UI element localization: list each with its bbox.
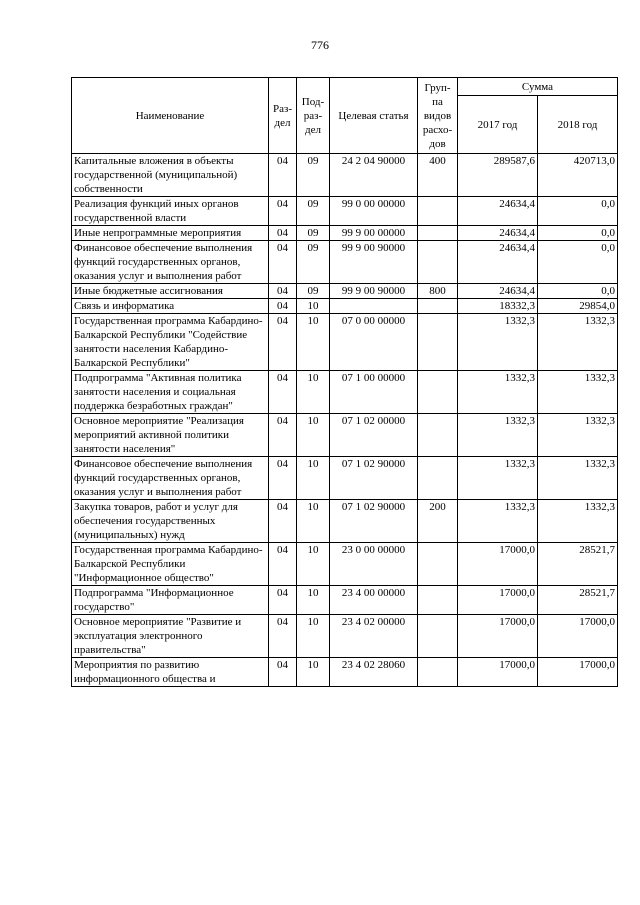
- cell-name: Иные бюджетные ассигнования: [72, 284, 269, 299]
- cell-sum-2018: 28521,7: [538, 543, 618, 586]
- header-gruppa: Груп-па видов расхо-дов: [418, 78, 458, 154]
- cell-podrazdel: 10: [297, 615, 330, 658]
- cell-name: Государственная программа Кабардино-Балкарской Республики "Содействие занятости населения Кабардино-Балкарской Республики": [72, 314, 269, 371]
- cell-razdel: 04: [269, 371, 297, 414]
- cell-name: Подпрограмма "Информационное государство": [72, 586, 269, 615]
- cell-name: Капитальные вложения в объекты государственной (муниципальной) собственности: [72, 154, 269, 197]
- cell-gruppa: [418, 586, 458, 615]
- cell-statya: 23 0 00 00000: [330, 543, 418, 586]
- cell-gruppa: [418, 299, 458, 314]
- cell-statya: 07 1 02 90000: [330, 457, 418, 500]
- cell-statya: 99 0 00 00000: [330, 197, 418, 226]
- cell-razdel: 04: [269, 197, 297, 226]
- header-razdel: Раз-дел: [269, 78, 297, 154]
- cell-razdel: 04: [269, 414, 297, 457]
- cell-podrazdel: 10: [297, 457, 330, 500]
- cell-name: Государственная программа Кабардино-Балкарской Республики "Информационное общество": [72, 543, 269, 586]
- cell-sum-2017: 1332,3: [458, 371, 538, 414]
- header-summa: Сумма: [458, 78, 618, 96]
- cell-statya: 07 1 02 90000: [330, 500, 418, 543]
- cell-name: Финансовое обеспечение выполнения функций государственных органов, оказания услуг и выполнения работ: [72, 241, 269, 284]
- cell-name: Иные непрограммные мероприятия: [72, 226, 269, 241]
- cell-gruppa: 400: [418, 154, 458, 197]
- cell-gruppa: [418, 241, 458, 284]
- table-row: [72, 284, 618, 299]
- cell-podrazdel: 10: [297, 658, 330, 687]
- table-row: [72, 197, 618, 226]
- table-row: [72, 586, 618, 615]
- cell-sum-2017: 17000,0: [458, 543, 538, 586]
- cell-sum-2018: 1332,3: [538, 371, 618, 414]
- cell-gruppa: [418, 314, 458, 371]
- cell-gruppa: 800: [418, 284, 458, 299]
- cell-sum-2017: 289587,6: [458, 154, 538, 197]
- cell-sum-2017: 24634,4: [458, 197, 538, 226]
- cell-sum-2018: 1332,3: [538, 314, 618, 371]
- cell-statya: 24 2 04 90000: [330, 154, 418, 197]
- cell-statya: [330, 299, 418, 314]
- cell-sum-2017: 1332,3: [458, 414, 538, 457]
- cell-podrazdel: 10: [297, 543, 330, 586]
- cell-razdel: 04: [269, 658, 297, 687]
- cell-podrazdel: 09: [297, 154, 330, 197]
- table-row: [72, 299, 618, 314]
- table-row: [72, 226, 618, 241]
- header-year-2017: 2017 год: [458, 96, 538, 154]
- cell-razdel: 04: [269, 543, 297, 586]
- cell-sum-2018: 17000,0: [538, 615, 618, 658]
- cell-sum-2017: 24634,4: [458, 226, 538, 241]
- cell-sum-2018: 1332,3: [538, 414, 618, 457]
- header-podrazdel: Под-раз-дел: [297, 78, 330, 154]
- cell-razdel: 04: [269, 226, 297, 241]
- cell-podrazdel: 10: [297, 586, 330, 615]
- cell-name: Основное мероприятие "Развитие и эксплуатация электронного правительства": [72, 615, 269, 658]
- cell-razdel: 04: [269, 299, 297, 314]
- cell-podrazdel: 10: [297, 299, 330, 314]
- cell-statya: 07 1 02 00000: [330, 414, 418, 457]
- cell-name: Закупка товаров, работ и услуг для обеспечения государственных (муниципальных) нужд: [72, 500, 269, 543]
- cell-gruppa: 200: [418, 500, 458, 543]
- cell-sum-2018: 0,0: [538, 241, 618, 284]
- cell-razdel: 04: [269, 284, 297, 299]
- table-row: [72, 371, 618, 414]
- table-row: [72, 154, 618, 197]
- table-row: [72, 314, 618, 371]
- cell-gruppa: [418, 414, 458, 457]
- budget-table: [71, 77, 618, 687]
- cell-gruppa: [418, 615, 458, 658]
- cell-sum-2018: 28521,7: [538, 586, 618, 615]
- cell-gruppa: [418, 457, 458, 500]
- cell-razdel: 04: [269, 154, 297, 197]
- cell-sum-2017: 17000,0: [458, 586, 538, 615]
- cell-razdel: 04: [269, 314, 297, 371]
- cell-podrazdel: 09: [297, 226, 330, 241]
- cell-statya: 23 4 00 00000: [330, 586, 418, 615]
- cell-name: Подпрограмма "Активная политика занятости населения и социальная поддержка безработных граждан": [72, 371, 269, 414]
- cell-sum-2018: 0,0: [538, 226, 618, 241]
- header-statya: Целевая статья: [330, 78, 418, 154]
- cell-sum-2018: 17000,0: [538, 658, 618, 687]
- cell-statya: 07 1 00 00000: [330, 371, 418, 414]
- cell-podrazdel: 09: [297, 241, 330, 284]
- cell-name: Связь и информатика: [72, 299, 269, 314]
- cell-gruppa: [418, 543, 458, 586]
- cell-gruppa: [418, 371, 458, 414]
- table-row: [72, 615, 618, 658]
- cell-podrazdel: 10: [297, 371, 330, 414]
- cell-sum-2017: 1332,3: [458, 500, 538, 543]
- cell-gruppa: [418, 658, 458, 687]
- cell-name: Финансовое обеспечение выполнения функций государственных органов, оказания услуг и выполнения работ: [72, 457, 269, 500]
- cell-statya: 99 9 00 90000: [330, 284, 418, 299]
- cell-sum-2017: 18332,3: [458, 299, 538, 314]
- cell-razdel: 04: [269, 615, 297, 658]
- page-number: 776: [311, 38, 329, 52]
- cell-sum-2018: 1332,3: [538, 457, 618, 500]
- cell-razdel: 04: [269, 457, 297, 500]
- cell-podrazdel: 09: [297, 284, 330, 299]
- cell-statya: 23 4 02 00000: [330, 615, 418, 658]
- cell-sum-2017: 1332,3: [458, 314, 538, 371]
- cell-statya: 99 9 00 00000: [330, 226, 418, 241]
- cell-podrazdel: 09: [297, 197, 330, 226]
- cell-sum-2018: 420713,0: [538, 154, 618, 197]
- cell-name: Основное мероприятие "Реализация мероприятий активной политики занятости населения": [72, 414, 269, 457]
- cell-podrazdel: 10: [297, 500, 330, 543]
- cell-name: Реализация функций иных органов государственной власти: [72, 197, 269, 226]
- cell-razdel: 04: [269, 500, 297, 543]
- header-name: Наименование: [72, 78, 269, 154]
- table-body: [72, 154, 618, 687]
- cell-podrazdel: 10: [297, 414, 330, 457]
- cell-sum-2018: 1332,3: [538, 500, 618, 543]
- cell-statya: 99 9 00 90000: [330, 241, 418, 284]
- cell-sum-2017: 24634,4: [458, 284, 538, 299]
- table-row: [72, 457, 618, 500]
- cell-razdel: 04: [269, 586, 297, 615]
- cell-name: Мероприятия по развитию информационного общества и: [72, 658, 269, 687]
- cell-sum-2017: 17000,0: [458, 615, 538, 658]
- cell-razdel: 04: [269, 241, 297, 284]
- cell-podrazdel: 10: [297, 314, 330, 371]
- cell-sum-2018: 0,0: [538, 197, 618, 226]
- cell-statya: 23 4 02 28060: [330, 658, 418, 687]
- cell-sum-2018: 29854,0: [538, 299, 618, 314]
- cell-sum-2017: 1332,3: [458, 457, 538, 500]
- cell-sum-2017: 17000,0: [458, 658, 538, 687]
- table-row: [72, 500, 618, 543]
- table-row: [72, 414, 618, 457]
- header-year-2018: 2018 год: [538, 96, 618, 154]
- cell-gruppa: [418, 197, 458, 226]
- cell-statya: 07 0 00 00000: [330, 314, 418, 371]
- cell-sum-2018: 0,0: [538, 284, 618, 299]
- table-row: [72, 543, 618, 586]
- table-row: [72, 658, 618, 687]
- cell-gruppa: [418, 226, 458, 241]
- cell-sum-2017: 24634,4: [458, 241, 538, 284]
- table-row: [72, 241, 618, 284]
